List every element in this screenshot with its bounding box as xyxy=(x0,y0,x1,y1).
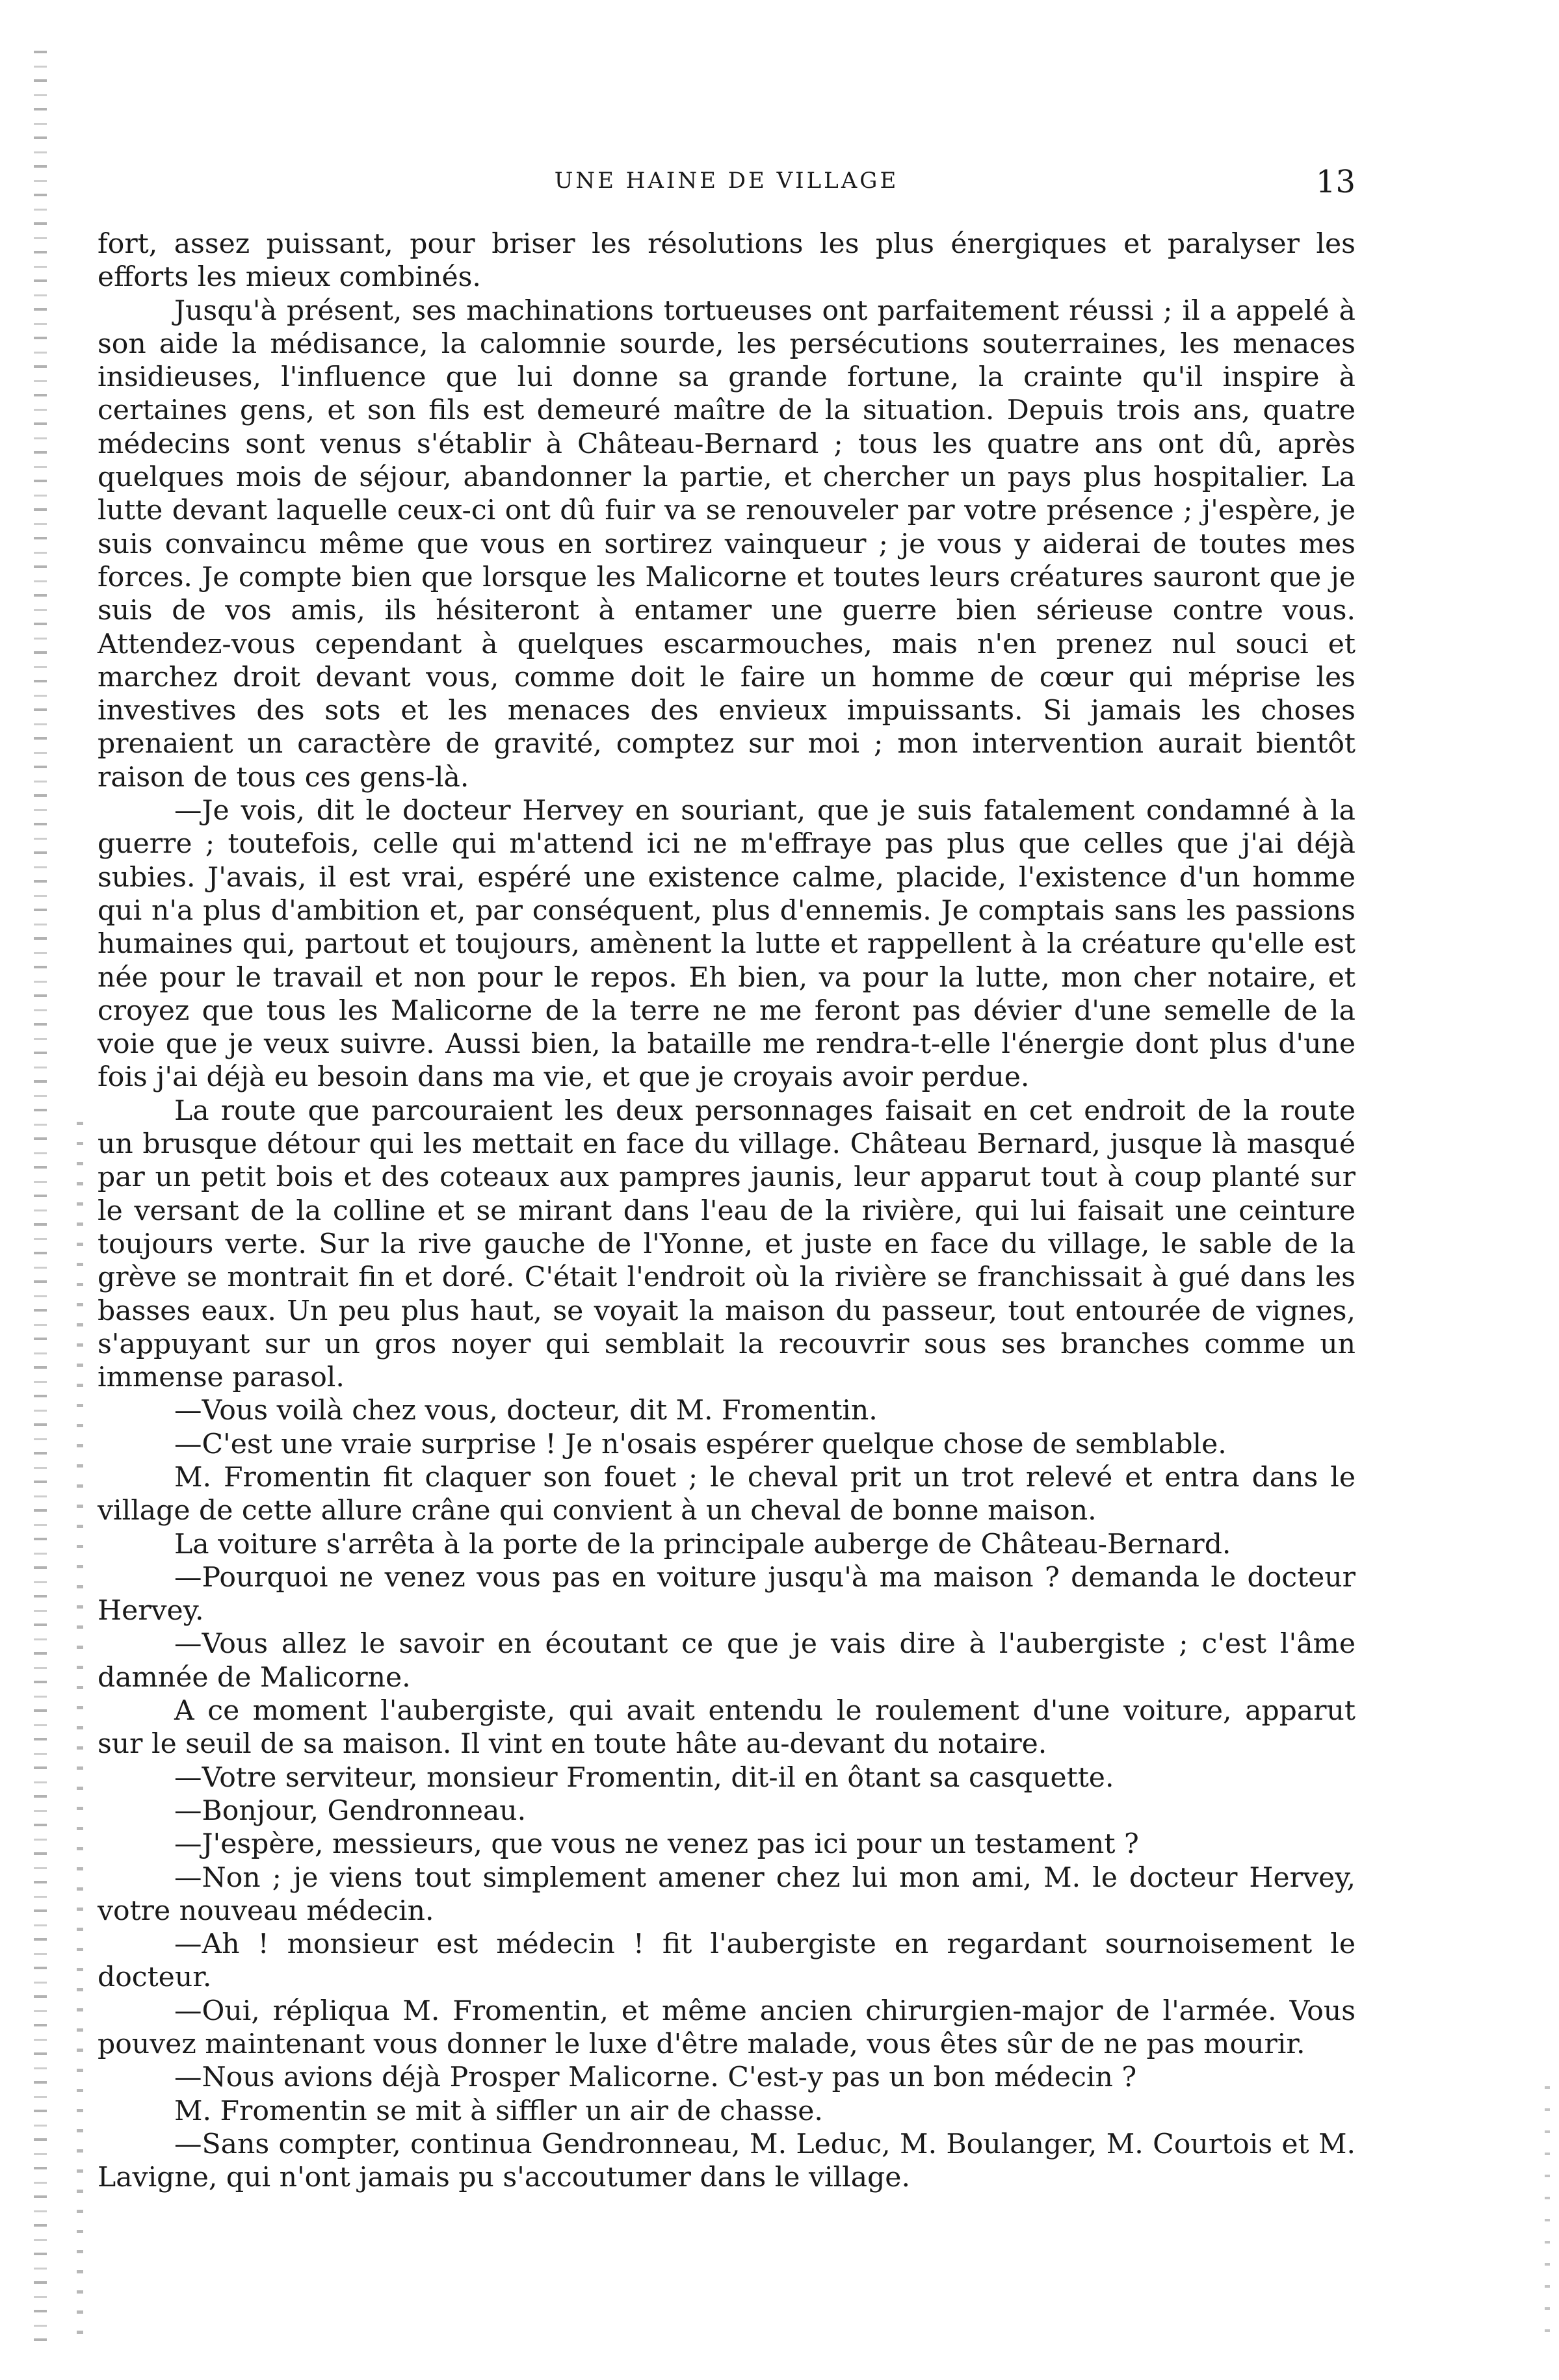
page-number: 13 xyxy=(1315,164,1356,200)
body-text xyxy=(98,227,1356,2195)
paragraph: —Pourquoi ne venez vous pas en voiture jusqu'à ma maison ? demanda le docteur Hervey. xyxy=(98,1561,1356,1627)
paragraph: —Vous voilà chez vous, docteur, dit M. Fromentin. xyxy=(174,1395,878,1427)
paragraph: La route que parcouraient les deux personnages faisait en cet endroit de la route un brusque détour qui les mettait en face du village. Château Bernard, jusque là masqué par un petit bois et des coteaux aux pampres jaunis, leur apparut tout à coup planté sur le versant de la colline et se mirant dans l'eau de la rivière, qui lui faisait une ceinture toujours verte. Sur la rive gauche de l'Yonne, et juste en face du village, le sable de la grève se montrait fin et doré. C'était l'endroit où la rivière se franchissait à gué dans les basses eaux. Un peu plus haut, se voyait la maison du passeur, tout entourée de vignes, s'appuyant sur un gros noyer qui semblait la recouvrir sous ses branches comme un immense parasol. xyxy=(98,1094,1356,1394)
paragraph: —Bonjour, Gendronneau. xyxy=(174,1794,527,1827)
paragraph: M. Fromentin fit claquer son fouet ; le cheval prit un trot relevé et entra dans le village de cette allure crâne qui convient à un cheval de bonne maison. xyxy=(98,1461,1356,1527)
paragraph: —Non ; je viens tout simplement amener chez lui mon ami, M. le docteur Hervey, votre nouveau médecin. xyxy=(98,1861,1356,1927)
paragraph: —Ah ! monsieur est médecin ! fit l'aubergiste en regardant sournoisement le docteur. xyxy=(98,1928,1356,1994)
paragraph: —C'est une vraie surprise ! Je n'osais espérer quelque chose de semblable. xyxy=(174,1428,1227,1460)
paragraph: —J'espère, messieurs, que vous ne venez pas ici pour un testament ? xyxy=(174,1828,1139,1861)
scan-binding-edge xyxy=(34,39,47,2353)
page-header xyxy=(98,164,1356,203)
paragraph: M. Fromentin se mit à siffler un air de chasse. xyxy=(174,2095,823,2127)
running-title: UNE HAINE DE VILLAGE xyxy=(554,168,899,194)
paragraph: —Je vois, dit le docteur Hervey en souriant, que je suis fatalement condamné à la guerre ; toutefois, celle qui m'attend ici ne m'effraye pas plus que celles que j'ai déjà subies. J'avais, il est vrai, espéré une existence calme, placide, l'existence d'un homme qui n'a plus d'ambition et, par conséquent, plus d'ennemis. Je comptais sans les passions humaines qui, partout et toujours, amènent la lutte et rappellent à la créature qu'elle est née pour le travail et non pour le repos. Eh bien, va pour la lutte, mon cher notaire, et croyez que tous les Malicorne de la terre ne me feront pas dévier d'une semelle de la voie que je veux suivre. Aussi bien, la bataille me rendra-t-elle l'énergie dont plus d'une fois j'ai déjà eu besoin dans ma vie, et que je croyais avoir perdue. xyxy=(98,795,1356,1094)
paragraph: —Vous allez le savoir en écoutant ce que je vais dire à l'aubergiste ; c'est l'âme damnée de Malicorne. xyxy=(98,1628,1356,1694)
paragraph: —Sans compter, continua Gendronneau, M. Leduc, M. Boulanger, M. Courtois et M. Lavigne, qui n'ont jamais pu s'accoutumer dans le village. xyxy=(98,2128,1356,2194)
scan-binding-edge-inner xyxy=(77,1105,83,2340)
paragraph: —Nous avions déjà Prosper Malicorne. C'est-y pas un bon médecin ? xyxy=(174,2062,1137,2094)
paragraph: —Votre serviteur, monsieur Fromentin, dit-il en ôtant sa casquette. xyxy=(174,1761,1114,1794)
paragraph: La voiture s'arrêta à la porte de la principale auberge de Château-Bernard. xyxy=(174,1528,1231,1560)
paragraph: fort, assez puissant, pour briser les résolutions les plus énergiques et paralyser les efforts les mieux combinés. xyxy=(98,228,1356,294)
paragraph: Jusqu'à présent, ses machinations tortueuses ont parfaitement réussi ; il a appelé à son aide la médisance, la calomnie sourde, les persécutions souterraines, les menaces insidieuses, l'influence que lui donne sa grande fortune, la crainte qu'il inspire à certaines gens, et son fils est demeuré maître de la situation. Depuis trois ans, quatre médecins sont venus s'établir à Château-Bernard ; tous les quatre ans ont dû, après quelques mois de séjour, abandonner la partie, et chercher un pays plus hospitalier. La lutte devant laquelle ceux-ci ont dû fuir va se renouveler par votre présence ; j'espère, je suis convaincu même que vous en sortirez vainqueur ; je vous y aiderai de toutes mes forces. Je compte bien que lorsque les Malicorne et toutes leurs créatures sauront que je suis de vos amis, ils hésiteront à entamer une guerre bien sérieuse contre vous. Attendez-vous cependant à quelques escarmouches, mais n'en prenez nul souci et marchez droit devant vous, comme doit le faire un homme de cœur qui méprise les investives des sots et les menaces des envieux impuissants. Si jamais les choses prenaient un caractère de gravité, comptez sur moi ; mon intervention aurait bientôt raison de tous ces gens-là. xyxy=(98,294,1356,794)
paragraph: —Oui, répliqua M. Fromentin, et même ancien chirurgien-major de l'armée. Vous pouvez maintenant vous donner le luxe d'être malade, vous êtes sûr de ne pas mourir. xyxy=(98,1995,1356,2061)
paragraph: A ce moment l'aubergiste, qui avait entendu le roulement d'une voiture, apparut sur le seuil de sa maison. Il vint en toute hâte au-devant du notaire. xyxy=(98,1695,1356,1761)
scan-right-edge xyxy=(1545,2067,1550,2340)
